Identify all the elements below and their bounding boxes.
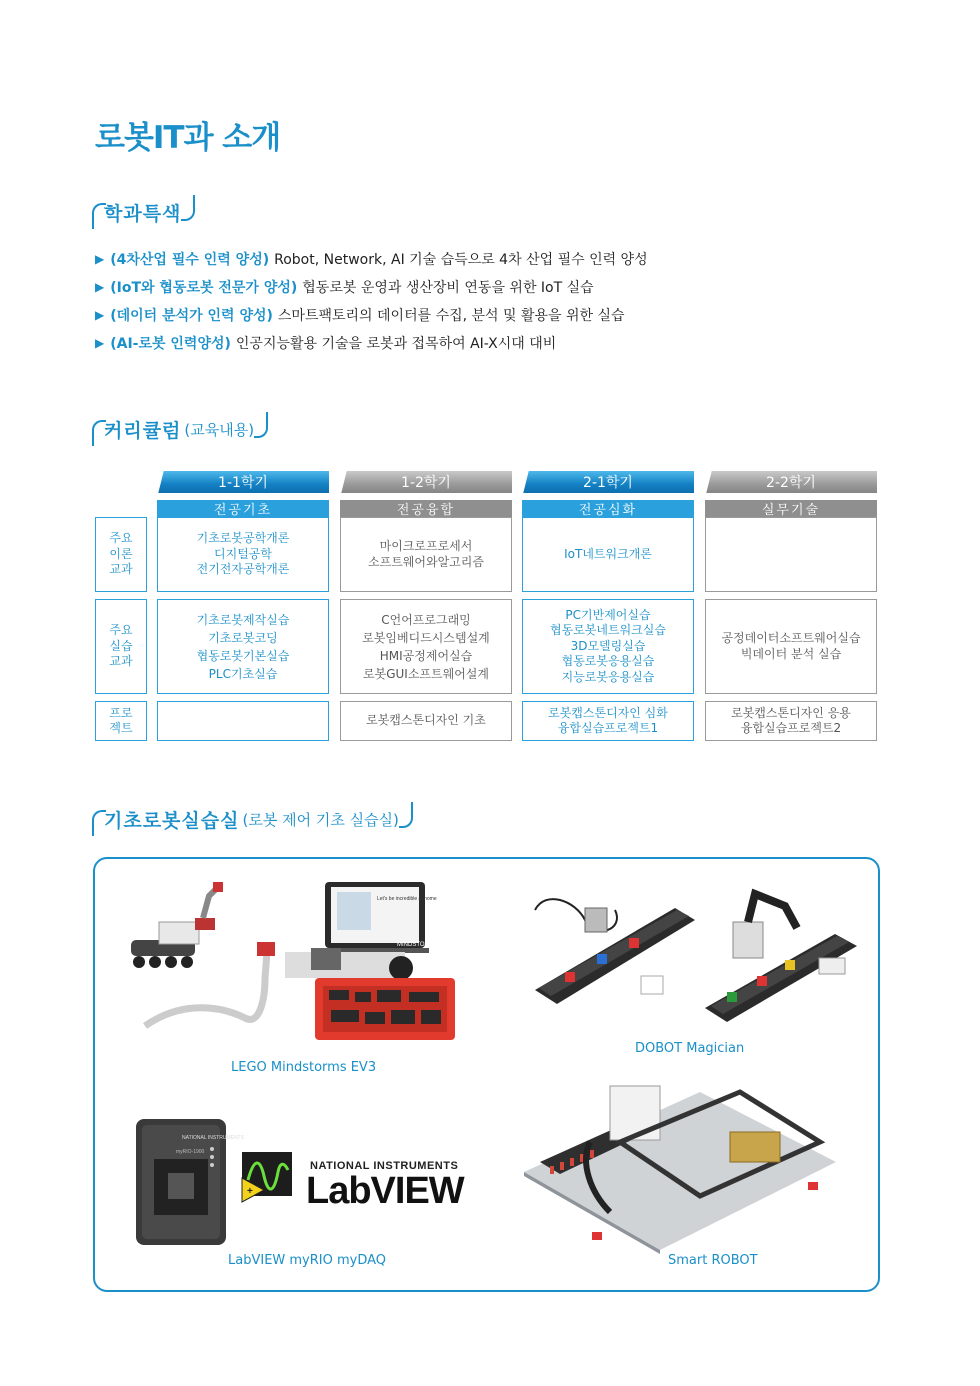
row-label-theory [95,517,147,592]
triangle-bullet-icon: ▶ [95,280,105,294]
labview-logo-text: LabVIEW [306,1170,464,1212]
curriculum-cell-empty [705,517,877,592]
ev3-book-title: Let's be incredible at home [377,896,437,902]
curriculum-heading-text: 커리큘럼 [104,419,182,442]
curriculum-cell [522,701,694,741]
course-item: PLC기초실습 [208,666,278,681]
triangle-bullet-icon: ▶ [95,308,105,322]
semester-tab: 1-2학기 [340,471,512,493]
lego-ev3-image [125,878,465,1048]
course-item: 협동로봇응용실습 [561,654,655,669]
course-item: 지능로봇응용실습 [561,669,655,684]
curriculum-cell [340,599,512,694]
course-item: 빅데이터 분석 실습 [740,646,842,661]
myrio-device-image [136,1119,244,1245]
semester-tab: 2-2학기 [705,471,877,493]
category-header: 실무기술 [705,500,877,517]
course-item: 협동로봇기본실습 [196,648,290,663]
curriculum-cell [340,701,512,741]
category-header: 전공융합 [340,500,512,517]
row-label-line: 주요 [109,623,133,638]
row-label-line: 프로 [109,705,133,720]
course-item: 마이크로프로세서 [379,539,473,553]
triangle-bullet-icon: ▶ [95,336,105,350]
curriculum-cell [157,517,329,592]
feature-text: 인공지능활용 기술을 로봇과 접목하여 AI-X시대 대비 [235,336,557,352]
caption-dobot: DOBOT Magician [635,1041,745,1056]
curriculum-cell [340,517,512,592]
curriculum-cell [705,701,877,741]
triangle-bullet-icon: ▶ [95,252,105,266]
myrio-model: myRIO-1900 [176,1149,205,1155]
course-item: 소프트웨어와알고리즘 [368,554,484,569]
curriculum-cell [522,599,694,694]
row-label-practice [95,599,147,694]
lab-heading-text: 기초로봇실습실 [104,809,240,832]
course-item: 융합실습프로젝트2 [740,721,842,735]
category-header: 전공심화 [522,500,694,517]
feature-text: Robot, Network, AI 기술 습득으로 4차 산업 필수 인력 양성 [274,252,648,268]
ev3-box-label: MINDSTORMS [397,942,438,948]
course-item: 3D모델링실습 [570,638,646,653]
feature-text: 협동로봇 운영과 생산장비 연동을 위한 IoT 실습 [302,280,594,296]
curriculum-cell [522,517,694,592]
course-item: 융합실습프로젝트1 [557,721,659,735]
smart-robot-image [520,1082,840,1252]
category-header: 전공기초 [157,500,329,517]
svg-text:+: + [247,1186,253,1197]
features-list [95,245,648,357]
feature-item [95,329,648,357]
course-item: 기초로봇코딩 [208,630,278,645]
features-heading [92,197,195,227]
course-item: 공정데이터소프트웨어실습 [721,631,861,645]
course-item: PC기반제어실습 [565,607,651,622]
course-item: 디지털공학 [214,546,272,561]
row-label-line: 주요 [109,531,133,546]
caption-smart-robot: Smart ROBOT [668,1253,758,1268]
course-item: 로봇캡스톤디자인 응용 [731,705,851,720]
feature-text: 스마트팩토리의 데이터를 수집, 분석 및 활용을 위한 실습 [277,308,625,324]
course-item: 로봇캡스톤디자인 기초 [366,713,486,728]
feature-item [95,301,648,329]
ni-brand-text: NATIONAL INSTRUMENTS [310,1160,459,1172]
course-item: HMI공정제어실습 [379,648,473,663]
course-item: IoT네트워크개론 [564,546,652,561]
feature-highlight: (데이터 분석가 인력 양성) [110,308,273,324]
curriculum-heading [92,414,268,444]
feature-highlight: (4차산업 필수 인력 양성) [110,252,270,268]
feature-highlight: (AI-로봇 인력양성) [110,336,231,352]
row-label-line: 교과 [109,562,133,577]
course-item: C언어프로그래밍 [381,612,471,627]
caption-lego: LEGO Mindstorms EV3 [231,1060,377,1075]
course-item: 기초로봇공학개론 [196,531,290,546]
curriculum-cell [157,599,329,694]
features-heading-text: 학과특색 [104,202,182,225]
labview-icon [238,1150,298,1202]
curriculum-cell [705,599,877,694]
course-item: 기초로봇제작실습 [196,612,290,627]
row-label-line: 교과 [109,654,133,669]
row-label-line: 실습 [109,638,133,653]
caption-labview: LabVIEW myRIO myDAQ [228,1253,387,1268]
course-item: 로봇캡스톤디자인 심화 [548,705,668,720]
lab-heading-sub: (로봇 제어 기초 실습실) [242,810,399,829]
row-label-line: 이론 [109,546,133,561]
row-label-project [95,701,147,741]
curriculum-heading-sub: (교육내용) [184,420,255,439]
course-item: 전기전자공학개론 [196,562,290,577]
lab-heading [92,804,413,834]
semester-tab: 2-1학기 [522,471,694,493]
feature-item [95,245,648,273]
semester-tab: 1-1학기 [157,471,329,493]
curriculum-cell-empty [157,701,329,741]
dobot-image [505,880,865,1030]
course-item: 협동로봇네트워크실습 [550,623,666,638]
page-title: 로봇IT과 소개 [95,120,281,156]
course-item: 로봇GUI소프트웨어설계 [363,666,489,681]
myrio-brand: NATIONAL INSTRUMENTS [182,1135,244,1141]
feature-item [95,273,648,301]
row-label-line: 젝트 [109,721,133,735]
course-item: 로봇임베디드시스템설계 [362,630,490,645]
feature-highlight: (IoT와 협동로봇 전문가 양성) [110,280,298,296]
